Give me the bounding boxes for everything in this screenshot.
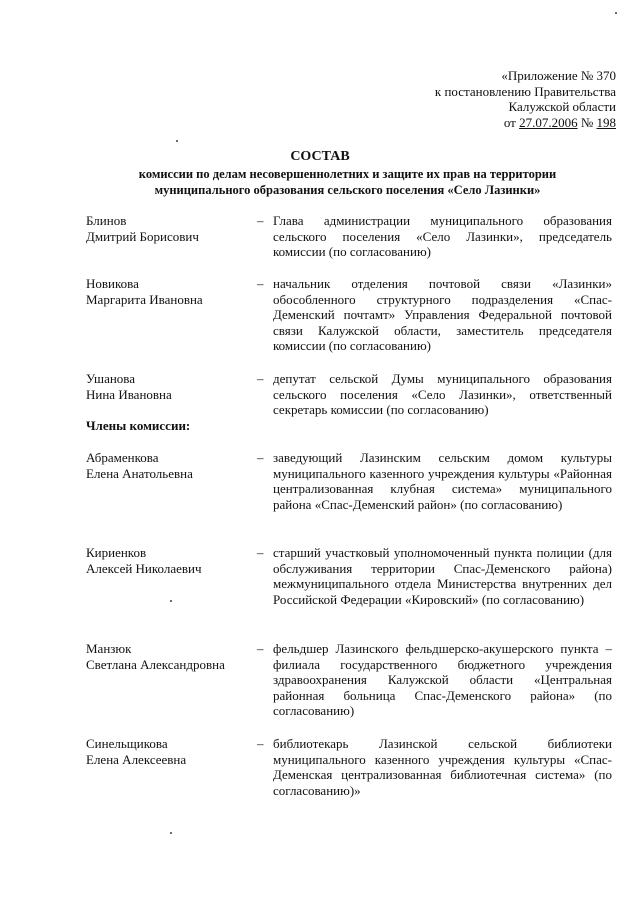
appendix-number-prefix: № — [577, 114, 597, 130]
person-name — [86, 450, 256, 481]
dash-separator: – — [257, 641, 264, 656]
person-surname: Кириенков — [86, 545, 147, 560]
person-role: библиотекарь Лазинской сельской библиотеки муниципального казенного учреждения культуры «Спас-Деменская централизованная библиотечная система» (по согласованию)» — [273, 736, 612, 798]
document-subtitle — [60, 167, 635, 198]
scan-speck — [170, 600, 172, 602]
person-role: Глава администрации муниципального образования сельского поселения «Село Лазинки», председатель комиссии (по согласованию) — [273, 213, 612, 260]
person-surname: Манзюк — [86, 641, 132, 656]
person-role: фельдшер Лазинского фельдшерско-акушерского пункта – филиала государственного бюджетного учреждения здравоохранения Калужской области «Центральная районная больница Спас-Деменского района» (по согласованию) — [273, 641, 612, 719]
person-name — [86, 641, 256, 672]
members-heading: Члены комиссии: — [86, 418, 191, 433]
person-name — [86, 545, 256, 576]
subtitle-line-1: комиссии по делам несовершеннолетних и защите их прав на территории — [138, 167, 557, 181]
scan-speck — [176, 140, 178, 142]
appendix-line-4 — [435, 115, 616, 131]
person-role: заведующий Лазинским сельским домом культуры муниципального казенного учреждения культуры «Районная централизованная клубная система» муниципального района «Спас-Деменский район» (по согласованию) — [273, 450, 612, 512]
appendix-line-1: «Приложение № 370 — [501, 68, 616, 83]
dash-separator: – — [257, 213, 264, 228]
person-surname: Новикова — [86, 276, 139, 291]
appendix-line-3: Калужской области — [508, 99, 616, 115]
subtitle-line-2: муниципального образования сельского поселения «Село Лазинки» — [154, 182, 541, 197]
person-surname: Синельщикова — [86, 736, 168, 751]
person-surname: Ушанова — [86, 371, 136, 386]
person-given-name: Елена Алексеевна — [86, 751, 187, 767]
appendix-date-prefix: от — [503, 114, 520, 130]
appendix-date: 27.07.2006 — [519, 114, 578, 130]
dash-separator: – — [257, 276, 264, 291]
appendix-line-2: к постановлению Правительства — [434, 83, 616, 99]
person-given-name: Дмитрий Борисович — [86, 228, 199, 244]
dash-separator: – — [257, 450, 264, 465]
person-given-name: Нина Ивановна — [86, 386, 172, 402]
document-title: СОСТАВ — [290, 149, 350, 164]
person-name — [86, 371, 256, 402]
appendix-header — [435, 68, 616, 130]
person-given-name: Маргарита Ивановна — [86, 291, 203, 307]
scan-speck — [170, 832, 172, 834]
person-role: старший участковый уполномоченный пункта полиции (для обслуживания территории Спас-Деменского района) межмуниципального отдела Министерства внутренних дел Российской Федерации «Кировский» (по согласованию) — [273, 545, 612, 607]
person-name — [86, 213, 256, 244]
dash-separator: – — [257, 371, 264, 386]
person-role: начальник отделения почтовой связи «Лазинки» обособленного структурного подразделения «Спас-Деменский почтамт» Управления Федеральной почтовой связи Калужской области, заместитель председателя комиссии (по согласованию) — [273, 276, 612, 354]
person-given-name: Елена Анатольевна — [86, 465, 193, 481]
person-given-name: Светлана Александровна — [86, 656, 225, 672]
appendix-number: 198 — [596, 114, 616, 130]
person-surname: Абраменкова — [86, 450, 159, 465]
person-role: депутат сельской Думы муниципального образования сельского поселения «Село Лазинки», ответственный секретарь комиссии (по согласованию) — [273, 371, 612, 418]
person-name — [86, 736, 256, 767]
person-name — [86, 276, 256, 307]
person-given-name: Алексей Николаевич — [86, 560, 202, 576]
dash-separator: – — [257, 736, 264, 751]
person-surname: Блинов — [86, 213, 127, 228]
dash-separator: – — [257, 545, 264, 560]
scan-speck — [615, 12, 617, 14]
